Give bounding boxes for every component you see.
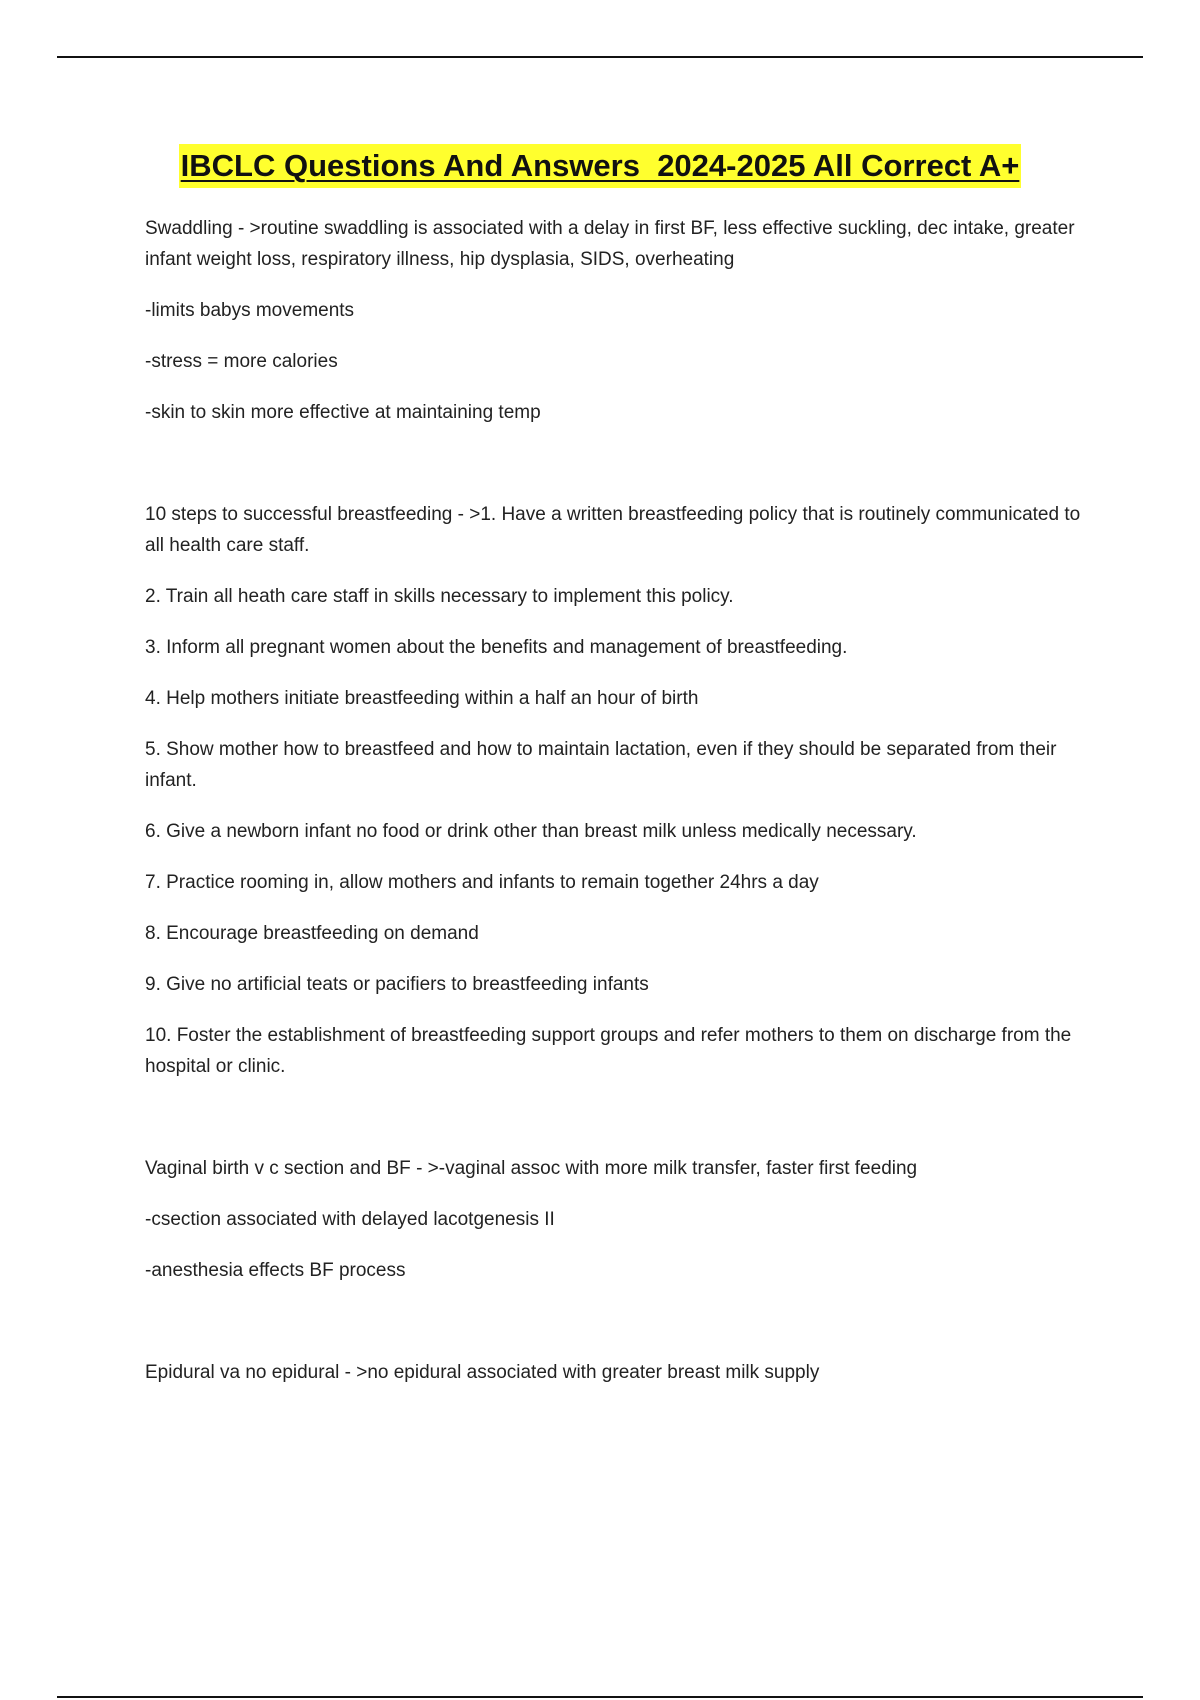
qa-answer-line: 7. Practice rooming in, allow mothers and infants to remain together 24hrs a day xyxy=(145,872,819,893)
qa-question-vaginal-birth: Vaginal birth v c section and BF - >-vaginal assoc with more milk transfer, faster first feeding xyxy=(145,1158,918,1179)
qa-answer-line: 8. Encourage breastfeeding on demand xyxy=(145,923,479,944)
qa-question-10-steps: 10 steps to successful breastfeeding - >1. Have a written breastfeeding policy that is routinely communicated to all health care staff. xyxy=(145,504,1081,556)
page-bottom-rule xyxy=(57,1696,1143,1698)
qa-answer-line: 2. Train all heath care staff in skills necessary to implement this policy. xyxy=(145,586,734,607)
document-title: IBCLC Questions And Answers 2024-2025 All Correct A+ xyxy=(179,144,1022,188)
title-container xyxy=(0,144,1200,188)
qa-answer-line: -csection associated with delayed lacotgenesis II xyxy=(145,1209,555,1230)
qa-answer-line: 10. Foster the establishment of breastfeeding support groups and refer mothers to them on discharge from the hospital or clinic. xyxy=(145,1025,1072,1077)
qa-question-epidural: Epidural va no epidural - >no epidural associated with greater breast milk supply xyxy=(145,1362,820,1383)
qa-answer-line: 3. Inform all pregnant women about the benefits and management of breastfeeding. xyxy=(145,637,848,658)
qa-answer-line: -limits babys movements xyxy=(145,300,355,321)
qa-answer-line: -stress = more calories xyxy=(145,351,338,372)
qa-answer-line: 9. Give no artificial teats or pacifiers to breastfeeding infants xyxy=(145,974,649,995)
qa-answer-line: 5. Show mother how to breastfeed and how to maintain lactation, even if they should be separated from their infant. xyxy=(145,739,1057,791)
qa-answer-line: 4. Help mothers initiate breastfeeding within a half an hour of birth xyxy=(145,688,699,709)
qa-answer-line: -anesthesia effects BF process xyxy=(145,1260,406,1281)
qa-question-swaddling: Swaddling - >routine swaddling is associated with a delay in first BF, less effective suckling, dec intake, greater infant weight loss, respiratory illness, hip dysplasia, SIDS, overheating xyxy=(145,218,1075,270)
qa-answer-line: 6. Give a newborn infant no food or drink other than breast milk unless medically necessary. xyxy=(145,821,917,842)
qa-answer-line: -skin to skin more effective at maintaining temp xyxy=(145,402,541,423)
page-top-rule xyxy=(57,56,1143,58)
document-body xyxy=(145,213,1085,1408)
